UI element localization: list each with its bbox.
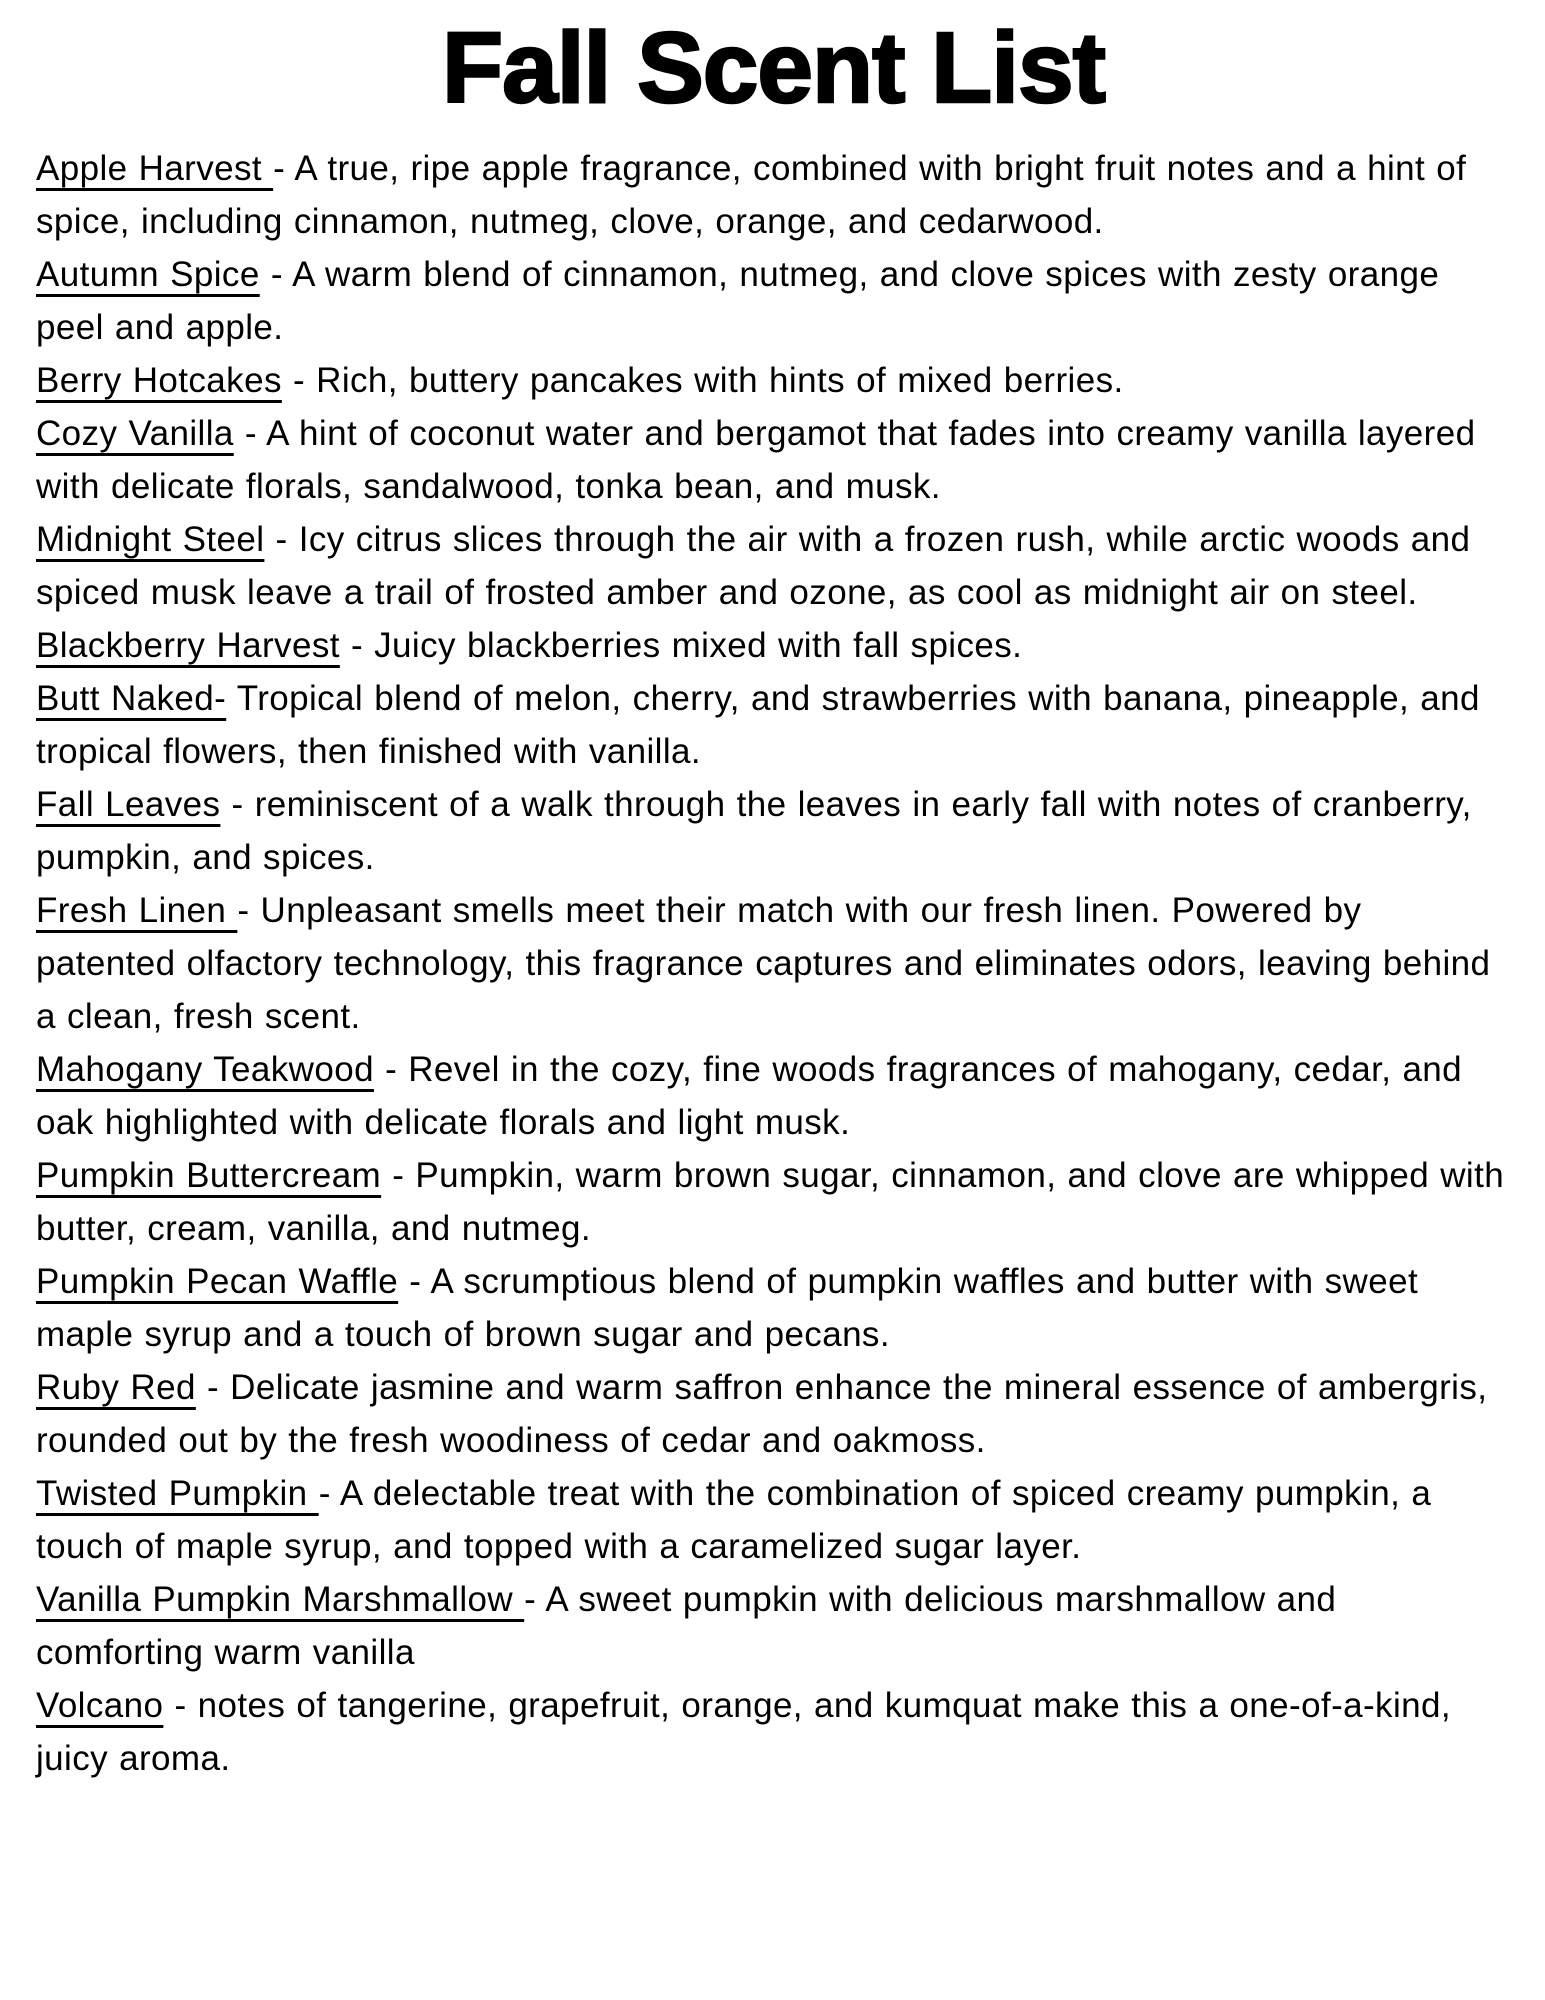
scent-item <box>36 778 1511 884</box>
scent-description: - A hint of coconut water and bergamot that fades into creamy vanilla layered with delicate florals, sandalwood, tonka bean, and musk. <box>36 414 1476 506</box>
scent-name: Fresh Linen <box>36 891 238 930</box>
scent-description: - reminiscent of a walk through the leaves in early fall with notes of cranberry, pumpkin, and spices. <box>36 785 1472 877</box>
scent-name: Blackberry Harvest <box>36 626 340 665</box>
scent-item <box>36 1149 1511 1255</box>
scent-item <box>36 1361 1511 1467</box>
scent-name: Pumpkin Pecan Waffle <box>36 1262 399 1301</box>
scent-item <box>36 354 1511 407</box>
scent-name: Pumpkin Buttercream <box>36 1156 382 1195</box>
scent-item <box>36 884 1511 1043</box>
scent-name: Berry Hotcakes <box>36 361 282 400</box>
scent-item <box>36 619 1511 672</box>
scent-list <box>36 142 1511 1785</box>
scent-name: Twisted Pumpkin <box>36 1474 319 1513</box>
scent-item <box>36 1467 1511 1573</box>
scent-name: Autumn Spice <box>36 255 260 294</box>
scent-description: - Icy citrus slices through the air with a frozen rush, while arctic woods and spiced musk leave a trail of frosted amber and ozone, as cool as midnight air on steel. <box>36 520 1471 612</box>
scent-item <box>36 1255 1511 1361</box>
scent-name: Butt Naked- <box>36 679 227 718</box>
scent-item <box>36 1043 1511 1149</box>
scent-item <box>36 142 1511 248</box>
scent-item <box>36 407 1511 513</box>
scent-item <box>36 248 1511 354</box>
scent-name: Fall Leaves <box>36 785 221 824</box>
scent-description: - Rich, buttery pancakes with hints of mixed berries. <box>281 361 1124 400</box>
scent-name: Volcano <box>36 1686 164 1725</box>
scent-description: - Juicy blackberries mixed with fall spices. <box>339 626 1023 665</box>
scent-item <box>36 672 1511 778</box>
scent-description: Tropical blend of melon, cherry, and strawberries with banana, pineapple, and tropical flowers, then finished with vanilla. <box>36 679 1480 771</box>
scent-item <box>36 1679 1511 1785</box>
scent-description: - Pumpkin, warm brown sugar, cinnamon, and clove are whipped with butter, cream, vanilla, and nutmeg. <box>36 1156 1505 1248</box>
scent-name: Ruby Red <box>36 1368 196 1407</box>
scent-name: Cozy Vanilla <box>36 414 234 453</box>
scent-description: - Revel in the cozy, fine woods fragrances of mahogany, cedar, and oak highlighted with delicate florals and light musk. <box>36 1050 1463 1142</box>
scent-description: - Delicate jasmine and warm saffron enhance the mineral essence of ambergris, rounded out by the fresh woodiness of cedar and oakmoss. <box>36 1368 1488 1460</box>
scent-description: - A delectable treat with the combination of spiced creamy pumpkin, a touch of maple syrup, and topped with a caramelized sugar layer. <box>36 1474 1432 1566</box>
page-title: Fall Scent List <box>442 12 1105 124</box>
scent-item <box>36 513 1511 619</box>
scent-item <box>36 1573 1511 1679</box>
scent-description: - A true, ripe apple fragrance, combined with bright fruit notes and a hint of spice, including cinnamon, nutmeg, clove, orange, and cedarwood. <box>36 149 1467 241</box>
scent-name: Vanilla Pumpkin Marshmallow <box>36 1580 525 1619</box>
scent-description: - notes of tangerine, grapefruit, orange, and kumquat make this a one-of-a-kind, juicy aroma. <box>36 1686 1451 1778</box>
scent-description: - A warm blend of cinnamon, nutmeg, and clove spices with zesty orange peel and apple. <box>36 255 1440 347</box>
scent-description: - Unpleasant smells meet their match with our fresh linen. Powered by patented olfactory technology, this fragrance captures and eliminates odors, leaving behind a clean, fresh scent. <box>36 891 1491 1036</box>
scent-name: Mahogany Teakwood <box>36 1050 374 1089</box>
scent-description: - A scrumptious blend of pumpkin waffles and butter with sweet maple syrup and a touch of brown sugar and pecans. <box>36 1262 1419 1354</box>
scent-description: - A sweet pumpkin with delicious marshmallow and comforting warm vanilla <box>36 1580 1337 1672</box>
scent-name: Midnight Steel <box>36 520 265 559</box>
scent-name: Apple Harvest <box>36 149 274 188</box>
